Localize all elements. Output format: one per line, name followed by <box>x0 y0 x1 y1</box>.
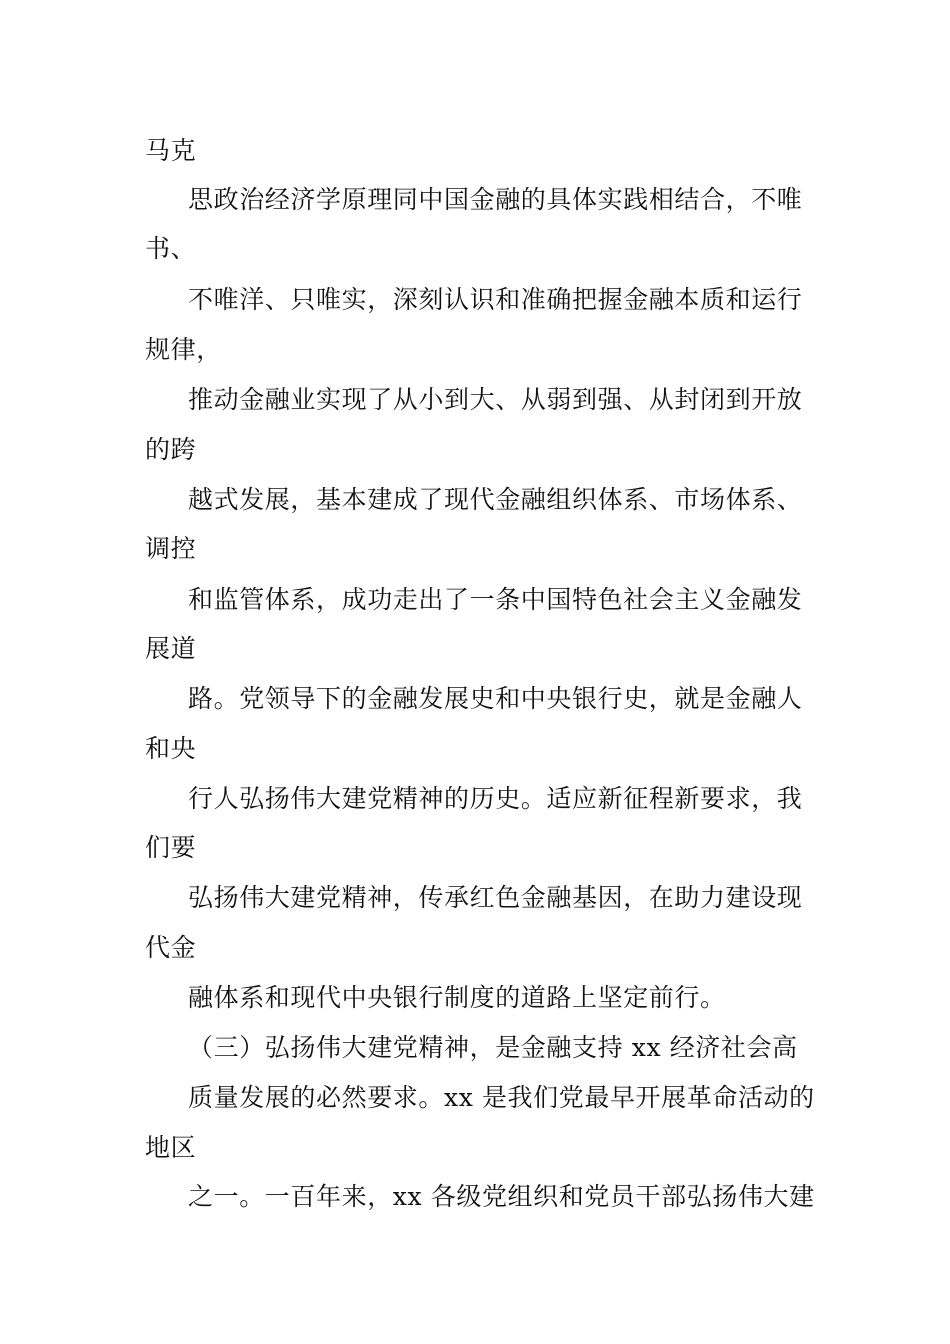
text-line-16: 弘扬伟大建党精神，传承红色金融基因，在助力建设现 <box>188 883 803 912</box>
text-line-8: 越式发展，基本建成了现代金融组织体系、市场体系、 <box>188 485 803 514</box>
text-line-20: 质量发展的必然要求。xx 是我们党最早开展革命活动的 <box>188 1083 815 1112</box>
text-line-2: 思政治经济学原理同中国金融的具体实践相结合，不唯 <box>188 185 803 214</box>
text-line-1: 马克 <box>145 136 197 165</box>
text-line-22: 之一。一百年来，xx 各级党组织和党员干部弘扬伟大建 <box>188 1182 815 1211</box>
text-line-6: 推动金融业实现了从小到大、从弱到强、从封闭到开放 <box>188 385 803 414</box>
text-line-17: 代金 <box>145 933 197 962</box>
text-line-12: 路。党领导下的金融发展史和中央银行史，就是金融人 <box>188 684 803 713</box>
text-line-5: 规律， <box>145 335 222 364</box>
text-line-11: 展道 <box>145 634 197 663</box>
text-line-9: 调控 <box>145 534 197 563</box>
text-line-15: 们要 <box>145 833 197 862</box>
text-line-19: （三）弘扬伟大建党精神，是金融支持 xx 经济社会高 <box>188 1033 798 1062</box>
text-line-21: 地区 <box>145 1133 197 1162</box>
text-line-3: 书、 <box>145 234 197 263</box>
text-line-14: 行人弘扬伟大建党精神的历史。适应新征程新要求，我 <box>188 784 803 813</box>
text-line-4: 不唯洋、只唯实，深刻认识和准确把握金融本质和运行 <box>188 285 803 314</box>
text-line-10: 和监管体系，成功走出了一条中国特色社会主义金融发 <box>188 585 803 614</box>
text-line-18: 融体系和现代中央银行制度的道路上坚定前行。 <box>188 983 726 1012</box>
text-line-7: 的跨 <box>145 435 197 464</box>
text-line-13: 和央 <box>145 734 197 763</box>
